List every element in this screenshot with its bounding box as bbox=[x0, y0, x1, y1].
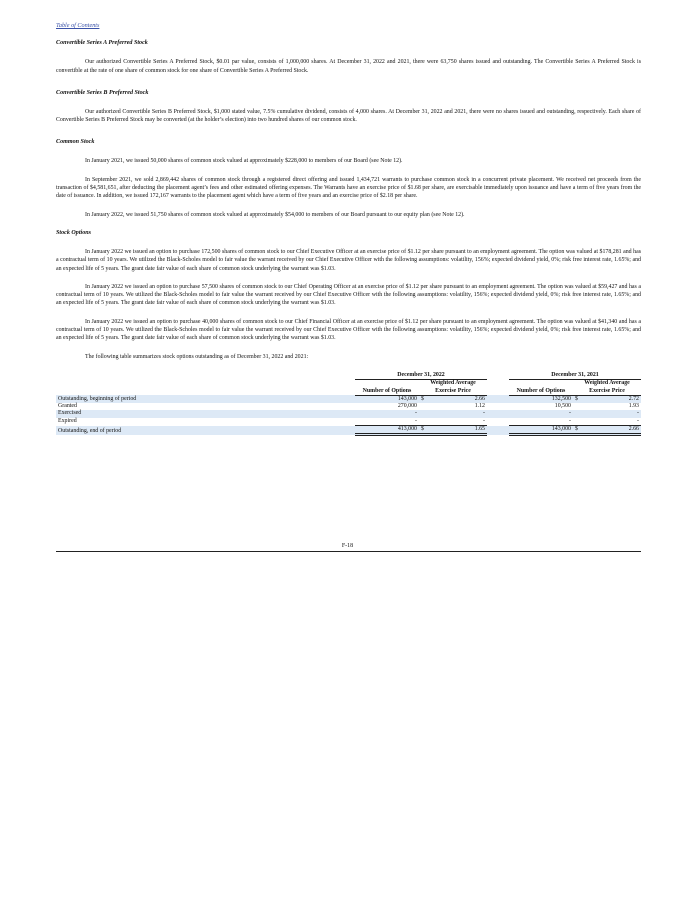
currency-2021: $ bbox=[573, 395, 585, 403]
series-a-heading: Convertible Series A Preferred Stock bbox=[56, 40, 148, 47]
stock-options-heading: Stock Options bbox=[56, 229, 92, 236]
series-a-paragraph: Our authorized Convertible Series A Preferred Stock, $0.01 par value, consists of 1,000,000 shares. At December 31, 2022 and 2021, there were 63,750 shares issued and outstanding. The Convertible Series A Preferred Stock is convertible at the rate of one share of common stock for one share of Convertible Series A Preferred Stock. bbox=[56, 59, 641, 74]
price-2021: 1.93 bbox=[628, 403, 639, 410]
table-of-contents-link[interactable]: Table of Contents bbox=[56, 22, 100, 29]
currency-2022: $ bbox=[419, 426, 431, 435]
table-row bbox=[56, 403, 641, 410]
row-label: Outstanding, end of period bbox=[56, 426, 355, 435]
footer-rule bbox=[56, 551, 641, 552]
common-stock-heading: Common Stock bbox=[56, 139, 95, 146]
stock-options-paragraph-2: In January 2022 we issued an option to purchase 57,500 shares of common stock to our Chief Operating Officer at an exercise price of $1.12 per share pursuant to an employment agreement. The option was valued at $59,427 and has a contractual term of 10 years. We utilized the Black-Scholes model to fair value the warrant received by our Chief Executive Officer with the following assumptions: volatility, 156%; expected dividend yield, 0%; risk free interest rate, 1.65%; and an expected life of 5 years. The grant date fair value of each share of common stock underlying the warrant was $1.03. bbox=[56, 283, 641, 307]
options-2022: - bbox=[415, 417, 417, 424]
row-label: Granted bbox=[58, 403, 77, 410]
row-label: Exercised bbox=[56, 410, 355, 417]
stock-options-paragraph-4: The following table summarizes stock options outstanding as of December 31, 2022 and 2021: bbox=[85, 353, 309, 360]
col-options-2021: Number of Options bbox=[509, 380, 573, 396]
table-row bbox=[56, 410, 641, 417]
col-options-2022: Number of Options bbox=[355, 380, 419, 396]
currency-2021 bbox=[573, 403, 585, 410]
price-2021: 2.72 bbox=[585, 395, 641, 403]
document-page bbox=[56, 22, 641, 436]
currency-2021: $ bbox=[573, 426, 585, 435]
page-number: F-18 bbox=[341, 543, 354, 549]
common-stock-paragraph-2: In September 2021, we sold 2,869,442 shares of common stock through a registered direct offering and issued 1,434,721 warrants to purchase common stock in a concurrent private placement. We received net proceeds from the transaction of $4,581,651, after deducting the placement agent’s fees and other estimated offering expenses. The Warrants have an exercise price of $1.68 per share, are exercisable immediately upon issuance and have a term of five years from the date of issuance. In addition, we issued 172,167 warrants to the placement agent which have a term of five years and an exercise price of $2.18 per share. bbox=[56, 176, 641, 200]
period-2021-header: December 31, 2021 bbox=[509, 372, 641, 380]
table-row bbox=[56, 395, 641, 403]
period-2022-header: December 31, 2022 bbox=[355, 372, 487, 380]
price-2022: 2.66 bbox=[431, 395, 487, 403]
options-2021: 10,500 bbox=[554, 403, 571, 410]
price-2022: - bbox=[483, 417, 485, 424]
col-price-2021: Weighted Average Exercise Price bbox=[573, 380, 641, 396]
price-2021: 2.66 bbox=[585, 426, 641, 435]
currency-2021 bbox=[573, 410, 585, 417]
stock-options-paragraph-3: In January 2022 we issued an option to purchase 40,000 shares of common stock to our Chief Financial Officer at an exercise price of $1.12 per share pursuant to an employment agreement. The option was valued at $41,340 and has a contractual term of 10 years. We utilized the Black-Scholes model to fair value the warrant received by our Chief Executive Officer with the following assumptions: volatility, 156%; expected dividend yield, 0%; risk free interest rate, 1.65%; and an expected life of 5 years. The grant date fair value of each share of common stock underlying the warrant was $1.03. bbox=[56, 318, 641, 342]
options-2021: 143,000 bbox=[509, 426, 573, 435]
price-2021: - bbox=[637, 417, 639, 424]
options-2022: - bbox=[355, 410, 419, 417]
common-stock-paragraph-1: In January 2021, we issued 50,000 shares of common stock valued at approximately $228,000 to members of our Board (see Note 12). bbox=[85, 158, 403, 165]
options-2021: - bbox=[509, 410, 573, 417]
options-2022: 413,000 bbox=[355, 426, 419, 435]
row-label: Expired bbox=[58, 418, 77, 425]
currency-2022 bbox=[419, 418, 431, 426]
stock-options-paragraph-1: In January 2022 we issued an option to purchase 172,500 shares of common stock to our Chief Executive Officer at an exercise price of $1.12 per share pursuant to an employment agreement. The option was valued at $178,281 and has a contractual term of 10 years. We utilized the Black-Scholes model to fair value the warrant received by our Chief Executive Officer with the following assumptions: volatility, 156%; expected dividend yield, 0%; risk free interest rate, 1.65%; and an expected life of 5 years. The grant date fair value of each share of common stock underlying the warrant was $1.03. bbox=[56, 248, 641, 272]
currency-2021 bbox=[573, 418, 585, 426]
series-b-paragraph: Our authorized Convertible Series B Preferred Stock, $1,000 stated value, 7.5% cumulative dividend, consists of 4,000 shares. At December 31, 2022 and 2021, there were no shares issued and outstanding, respectively. Each share of Convertible Series B Preferred Stock may be converted (at the holder’s election) into two hundred shares of our common stock. bbox=[56, 108, 641, 124]
currency-2022 bbox=[419, 410, 431, 417]
price-2022: - bbox=[431, 410, 487, 417]
common-stock-paragraph-3: In January 2022, we issued 51,750 shares of common stock valued at approximately $54,000 to members of our Board pursuant to our equity plan (see Note 12). bbox=[85, 211, 465, 218]
currency-2022 bbox=[419, 403, 431, 410]
price-2021: - bbox=[585, 410, 641, 417]
table-row bbox=[56, 426, 641, 435]
row-label: Outstanding, beginning of period bbox=[56, 395, 355, 403]
price-2022: 1.12 bbox=[474, 403, 485, 410]
col-price-2022: Weighted Average Exercise Price bbox=[419, 380, 487, 396]
currency-2022: $ bbox=[419, 395, 431, 403]
options-2022: 143,000 bbox=[355, 395, 419, 403]
options-2022: 270,000 bbox=[397, 403, 417, 410]
series-b-heading: Convertible Series B Preferred Stock bbox=[56, 89, 149, 96]
stock-options-table bbox=[56, 372, 641, 436]
table-row bbox=[56, 418, 641, 426]
options-2021: 132,500 bbox=[509, 395, 573, 403]
options-2021: - bbox=[569, 417, 571, 424]
price-2022: 1.65 bbox=[431, 426, 487, 435]
